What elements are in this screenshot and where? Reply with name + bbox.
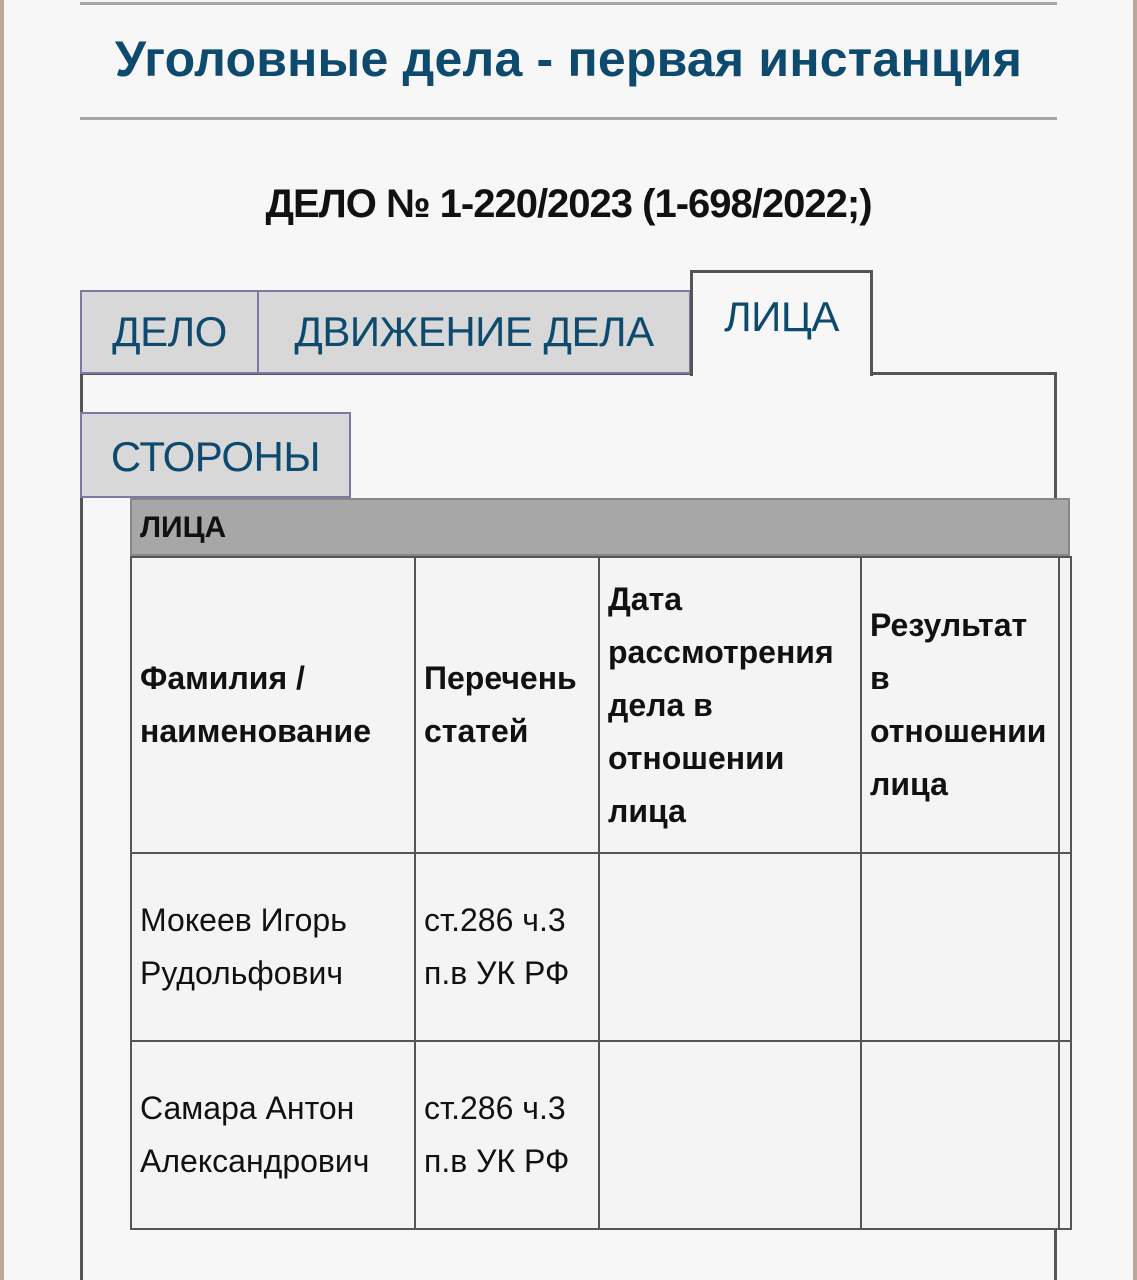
column-header-extra xyxy=(1059,557,1071,853)
cell-extra xyxy=(1059,1041,1071,1229)
column-header-result: Результат в отношении лица xyxy=(861,557,1059,853)
case-number: ДЕЛО № 1-220/2023 (1-698/2022;) xyxy=(265,182,872,226)
cell-result xyxy=(861,853,1059,1041)
title-divider xyxy=(80,117,1057,120)
persons-table xyxy=(130,556,1072,1230)
tab-delo[interactable]: ДЕЛО xyxy=(80,290,257,374)
cell-name: Мокеев Игорь Рудольфович xyxy=(131,853,415,1041)
cell-date xyxy=(599,853,861,1041)
tab-case-movement[interactable]: ДВИЖЕНИЕ ДЕЛА xyxy=(257,290,691,374)
cell-extra xyxy=(1059,853,1071,1041)
table-header-row xyxy=(131,557,1071,853)
cell-articles: ст.286 ч.3 п.в УК РФ xyxy=(415,853,599,1041)
cell-articles: ст.286 ч.3 п.в УК РФ xyxy=(415,1041,599,1229)
section-header: ЛИЦА xyxy=(130,498,1070,556)
subtab-parties[interactable]: СТОРОНЫ xyxy=(80,412,351,498)
cell-result xyxy=(861,1041,1059,1229)
table-row xyxy=(131,1041,1071,1229)
page-title: Уголовные дела - первая инстанция xyxy=(114,31,1023,87)
tab-persons[interactable]: ЛИЦА xyxy=(690,270,873,376)
top-divider xyxy=(80,2,1057,5)
cell-name: Самара Антон Александрович xyxy=(131,1041,415,1229)
cell-date xyxy=(599,1041,861,1229)
table-row xyxy=(131,853,1071,1041)
column-header-name: Фамилия / наименование xyxy=(131,557,415,853)
column-header-date: Дата рассмотрения дела в отношении лица xyxy=(599,557,861,853)
column-header-articles: Перечень статей xyxy=(415,557,599,853)
